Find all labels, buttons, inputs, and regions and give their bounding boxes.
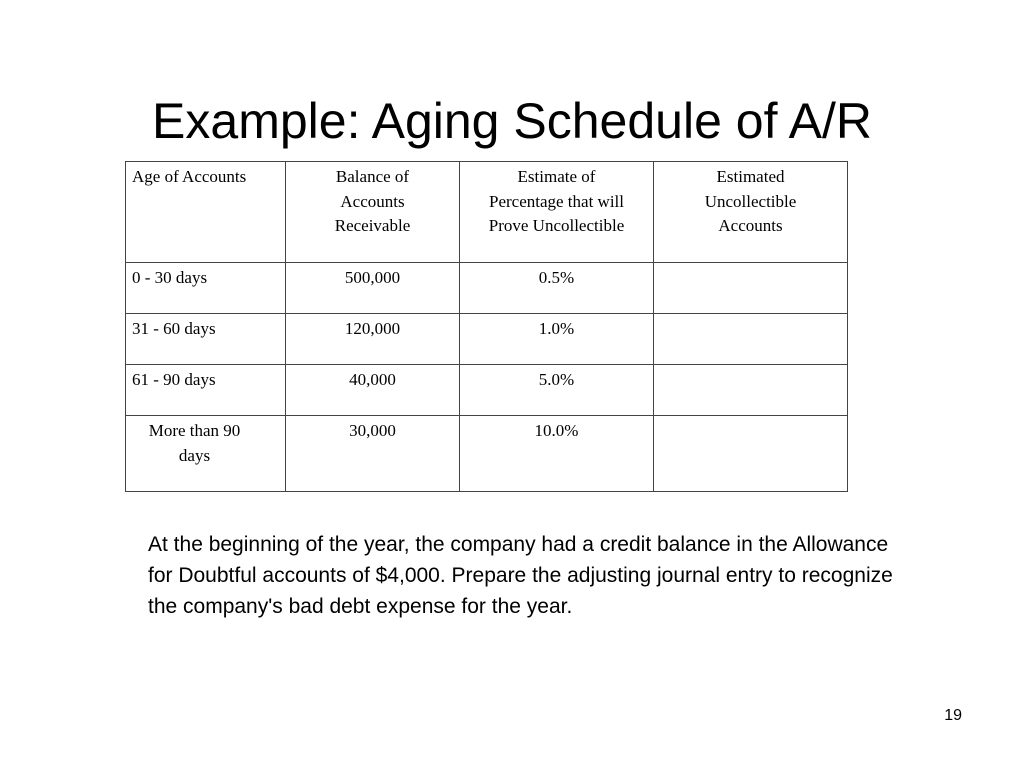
cell-balance: 500,000 [286,263,460,314]
table-row [126,314,848,365]
cell-age: 31 - 60 days [126,314,286,365]
cell-age [126,416,286,492]
cell-percent: 1.0% [460,314,654,365]
header-estimated-uncollectible-label: Estimated Uncollectible Accounts [704,167,797,235]
cell-estimated [654,314,848,365]
slide-title: Example: Aging Schedule of A/R [152,92,872,149]
header-age-of-accounts: Age of Accounts [126,162,286,263]
table-row [126,365,848,416]
cell-percent: 0.5% [460,263,654,314]
cell-age: 61 - 90 days [126,365,286,416]
cell-age: 0 - 30 days [126,263,286,314]
page-number: 19 [944,707,962,724]
cell-percent: 5.0% [460,365,654,416]
table-row [126,263,848,314]
problem-statement: At the beginning of the year, the company had a credit balance in the Allowance for Doubtful accounts of $4,000. Prepare the adjusting journal entry to recognize the company's bad debt expense for the year. [148,533,893,618]
cell-estimated [654,263,848,314]
header-balance-label: Balance of Accounts Receivable [334,167,411,235]
header-estimate-percentage-label: Estimate of Percentage that will Prove Uncollectible [488,167,625,235]
header-estimate-percentage [460,162,654,263]
cell-percent: 10.0% [460,416,654,492]
cell-balance: 40,000 [286,365,460,416]
cell-estimated [654,365,848,416]
cell-balance: 30,000 [286,416,460,492]
header-balance [286,162,460,263]
cell-estimated [654,416,848,492]
table-header-row [126,162,848,263]
cell-age-label: More than 90 days [148,421,241,465]
cell-balance: 120,000 [286,314,460,365]
table-row [126,416,848,492]
header-estimated-uncollectible [654,162,848,263]
aging-schedule-table [125,161,848,492]
